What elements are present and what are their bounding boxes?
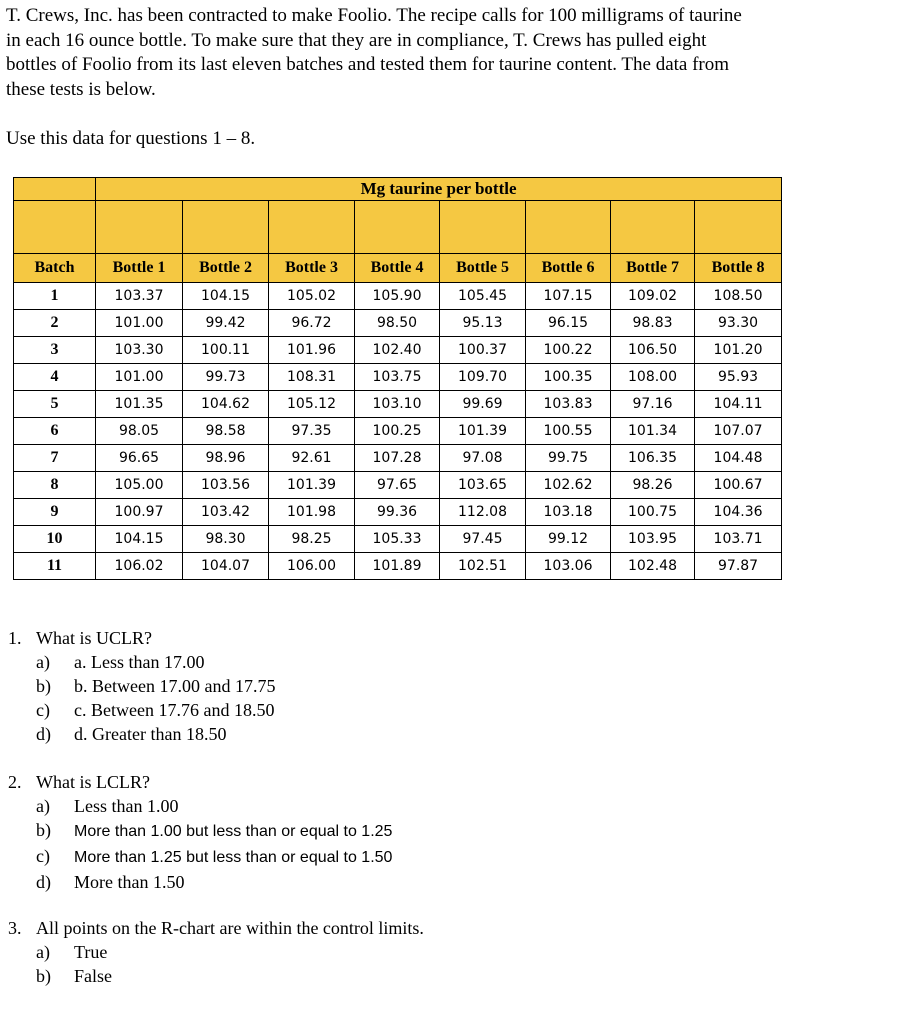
value-cell: 100.11 — [183, 337, 269, 364]
blank-cell — [183, 201, 269, 254]
value-cell: 107.07 — [695, 418, 782, 445]
value-cell: 97.08 — [440, 445, 526, 472]
answer-option[interactable] — [8, 844, 392, 870]
value-cell: 109.70 — [440, 364, 526, 391]
option-text: False — [74, 966, 112, 986]
blank-cell — [695, 201, 782, 254]
column-header-bottle: Bottle 4 — [355, 254, 440, 283]
value-cell: 104.62 — [183, 391, 269, 418]
value-cell: 101.34 — [611, 418, 695, 445]
question-stem — [8, 916, 424, 940]
column-header-batch: Batch — [14, 254, 96, 283]
value-cell: 98.58 — [183, 418, 269, 445]
instructions-line: Use this data for questions 1 – 8. — [6, 128, 256, 149]
value-cell: 100.25 — [355, 418, 440, 445]
answer-option[interactable] — [8, 940, 424, 964]
column-header-bottle: Bottle 5 — [440, 254, 526, 283]
value-cell: 101.20 — [695, 337, 782, 364]
answer-option[interactable] — [8, 870, 392, 894]
value-cell: 101.96 — [269, 337, 355, 364]
table-row — [14, 445, 782, 472]
value-cell: 99.75 — [526, 445, 611, 472]
question-text: What is UCLR? — [36, 628, 152, 648]
value-cell: 101.39 — [269, 472, 355, 499]
column-header-bottle: Bottle 1 — [96, 254, 183, 283]
value-cell: 99.73 — [183, 364, 269, 391]
table-row — [14, 418, 782, 445]
value-cell: 103.65 — [440, 472, 526, 499]
option-text: b. Between 17.00 and 17.75 — [74, 676, 276, 696]
answer-option[interactable] — [8, 650, 275, 674]
value-cell: 106.35 — [611, 445, 695, 472]
value-cell: 103.95 — [611, 526, 695, 553]
option-text: More than 1.00 but less than or equal to 1.25 — [74, 823, 393, 840]
table-row — [14, 283, 782, 310]
option-letter: a) — [36, 942, 50, 962]
answer-option[interactable] — [8, 698, 275, 722]
answer-option[interactable] — [8, 818, 392, 844]
value-cell: 104.11 — [695, 391, 782, 418]
blank-cell — [14, 201, 96, 254]
value-cell: 103.83 — [526, 391, 611, 418]
value-cell: 99.36 — [355, 499, 440, 526]
batch-cell: 2 — [14, 310, 96, 337]
value-cell: 105.45 — [440, 283, 526, 310]
value-cell: 98.83 — [611, 310, 695, 337]
intro-line: T. Crews, Inc. has been contracted to make Foolio. The recipe calls for 100 milligrams of taurine — [6, 5, 742, 26]
value-cell: 104.15 — [183, 283, 269, 310]
value-cell: 104.48 — [695, 445, 782, 472]
option-letter: b) — [36, 820, 51, 840]
table-title: Mg taurine per bottle — [96, 178, 782, 201]
option-letter: d) — [36, 872, 51, 892]
option-letter: b) — [36, 966, 51, 986]
intro-line: in each 16 ounce bottle. To make sure that they are in compliance, T. Crews has pulled eight — [6, 29, 707, 51]
value-cell: 103.42 — [183, 499, 269, 526]
value-cell: 108.50 — [695, 283, 782, 310]
table-row — [14, 364, 782, 391]
intro-line: these tests is below. — [6, 78, 156, 100]
question-number: 3. — [8, 918, 22, 938]
option-text: Less than 1.00 — [74, 796, 179, 816]
value-cell: 102.48 — [611, 553, 695, 580]
value-cell: 103.06 — [526, 553, 611, 580]
table-row — [14, 472, 782, 499]
value-cell: 100.75 — [611, 499, 695, 526]
batch-cell: 9 — [14, 499, 96, 526]
value-cell: 103.30 — [96, 337, 183, 364]
option-text: More than 1.50 — [74, 872, 185, 892]
column-header-bottle: Bottle 3 — [269, 254, 355, 283]
value-cell: 98.26 — [611, 472, 695, 499]
value-cell: 103.71 — [695, 526, 782, 553]
intro-paragraph — [6, 4, 911, 102]
value-cell: 101.39 — [440, 418, 526, 445]
value-cell: 105.02 — [269, 283, 355, 310]
question-1 — [8, 626, 275, 746]
value-cell: 97.65 — [355, 472, 440, 499]
value-cell: 103.56 — [183, 472, 269, 499]
blank-cell — [269, 201, 355, 254]
option-letter: c) — [36, 846, 50, 866]
value-cell: 100.37 — [440, 337, 526, 364]
value-cell: 95.13 — [440, 310, 526, 337]
question-stem — [8, 770, 392, 794]
value-cell: 103.18 — [526, 499, 611, 526]
question-number: 1. — [8, 628, 22, 648]
value-cell: 99.69 — [440, 391, 526, 418]
value-cell: 101.89 — [355, 553, 440, 580]
value-cell: 102.40 — [355, 337, 440, 364]
value-cell: 112.08 — [440, 499, 526, 526]
value-cell: 106.50 — [611, 337, 695, 364]
option-letter: d) — [36, 724, 51, 744]
blank-cell — [355, 201, 440, 254]
value-cell: 105.12 — [269, 391, 355, 418]
answer-option[interactable] — [8, 964, 424, 988]
batch-cell: 11 — [14, 553, 96, 580]
value-cell: 96.65 — [96, 445, 183, 472]
batch-cell: 10 — [14, 526, 96, 553]
value-cell: 97.45 — [440, 526, 526, 553]
value-cell: 96.72 — [269, 310, 355, 337]
question-text: What is LCLR? — [36, 772, 150, 792]
batch-cell: 7 — [14, 445, 96, 472]
value-cell: 103.10 — [355, 391, 440, 418]
batch-cell: 6 — [14, 418, 96, 445]
blank-cell — [526, 201, 611, 254]
value-cell: 103.75 — [355, 364, 440, 391]
value-cell: 98.50 — [355, 310, 440, 337]
answer-option[interactable] — [8, 674, 275, 698]
table-row — [14, 526, 782, 553]
value-cell: 100.97 — [96, 499, 183, 526]
batch-cell: 5 — [14, 391, 96, 418]
value-cell: 101.98 — [269, 499, 355, 526]
table-row — [14, 310, 782, 337]
value-cell: 108.00 — [611, 364, 695, 391]
value-cell: 104.36 — [695, 499, 782, 526]
value-cell: 102.51 — [440, 553, 526, 580]
value-cell: 97.16 — [611, 391, 695, 418]
column-header-bottle: Bottle 6 — [526, 254, 611, 283]
question-number: 2. — [8, 772, 22, 792]
batch-cell: 4 — [14, 364, 96, 391]
question-text: All points on the R-chart are within the control limits. — [36, 918, 424, 938]
table-row — [14, 499, 782, 526]
table-row — [14, 337, 782, 364]
table-header-row — [14, 254, 782, 283]
option-text: a. Less than 17.00 — [74, 652, 205, 672]
value-cell: 97.87 — [695, 553, 782, 580]
value-cell: 107.15 — [526, 283, 611, 310]
question-stem — [8, 626, 275, 650]
blank-cell — [611, 201, 695, 254]
value-cell: 108.31 — [269, 364, 355, 391]
batch-cell: 3 — [14, 337, 96, 364]
question-3 — [8, 916, 424, 988]
value-cell: 106.00 — [269, 553, 355, 580]
value-cell: 102.62 — [526, 472, 611, 499]
value-cell: 98.25 — [269, 526, 355, 553]
option-letter: a) — [36, 652, 50, 672]
intro-line: bottles of Foolio from its last eleven batches and tested them for taurine content. The data from — [6, 54, 730, 75]
option-letter: b) — [36, 676, 51, 696]
value-cell: 99.42 — [183, 310, 269, 337]
value-cell: 101.00 — [96, 310, 183, 337]
column-header-bottle: Bottle 7 — [611, 254, 695, 283]
batch-cell: 8 — [14, 472, 96, 499]
taurine-data-table — [13, 177, 782, 580]
value-cell: 104.15 — [96, 526, 183, 553]
value-cell: 107.28 — [355, 445, 440, 472]
value-cell: 95.93 — [695, 364, 782, 391]
value-cell: 97.35 — [269, 418, 355, 445]
value-cell: 101.00 — [96, 364, 183, 391]
value-cell: 98.30 — [183, 526, 269, 553]
batch-cell: 1 — [14, 283, 96, 310]
table-title-corner — [14, 178, 96, 201]
column-header-bottle: Bottle 8 — [695, 254, 782, 283]
value-cell: 98.96 — [183, 445, 269, 472]
value-cell: 105.00 — [96, 472, 183, 499]
table-row — [14, 391, 782, 418]
blank-cell — [96, 201, 183, 254]
value-cell: 93.30 — [695, 310, 782, 337]
value-cell: 99.12 — [526, 526, 611, 553]
option-text: d. Greater than 18.50 — [74, 724, 227, 744]
table-body — [14, 283, 782, 580]
value-cell: 105.33 — [355, 526, 440, 553]
question-2 — [8, 770, 392, 894]
answer-option[interactable] — [8, 722, 275, 746]
column-header-bottle: Bottle 2 — [183, 254, 269, 283]
value-cell: 100.55 — [526, 418, 611, 445]
value-cell: 96.15 — [526, 310, 611, 337]
option-letter: a) — [36, 796, 50, 816]
value-cell: 98.05 — [96, 418, 183, 445]
value-cell: 92.61 — [269, 445, 355, 472]
blank-cell — [440, 201, 526, 254]
value-cell: 105.90 — [355, 283, 440, 310]
option-letter: c) — [36, 700, 50, 720]
table-row — [14, 553, 782, 580]
value-cell: 103.37 — [96, 283, 183, 310]
option-text: More than 1.25 but less than or equal to 1.50 — [74, 849, 393, 866]
value-cell: 104.07 — [183, 553, 269, 580]
value-cell: 109.02 — [611, 283, 695, 310]
value-cell: 100.67 — [695, 472, 782, 499]
option-text: True — [74, 942, 108, 962]
value-cell: 106.02 — [96, 553, 183, 580]
value-cell: 100.35 — [526, 364, 611, 391]
option-text: c. Between 17.76 and 18.50 — [74, 700, 275, 720]
value-cell: 100.22 — [526, 337, 611, 364]
value-cell: 101.35 — [96, 391, 183, 418]
answer-option[interactable] — [8, 794, 392, 818]
